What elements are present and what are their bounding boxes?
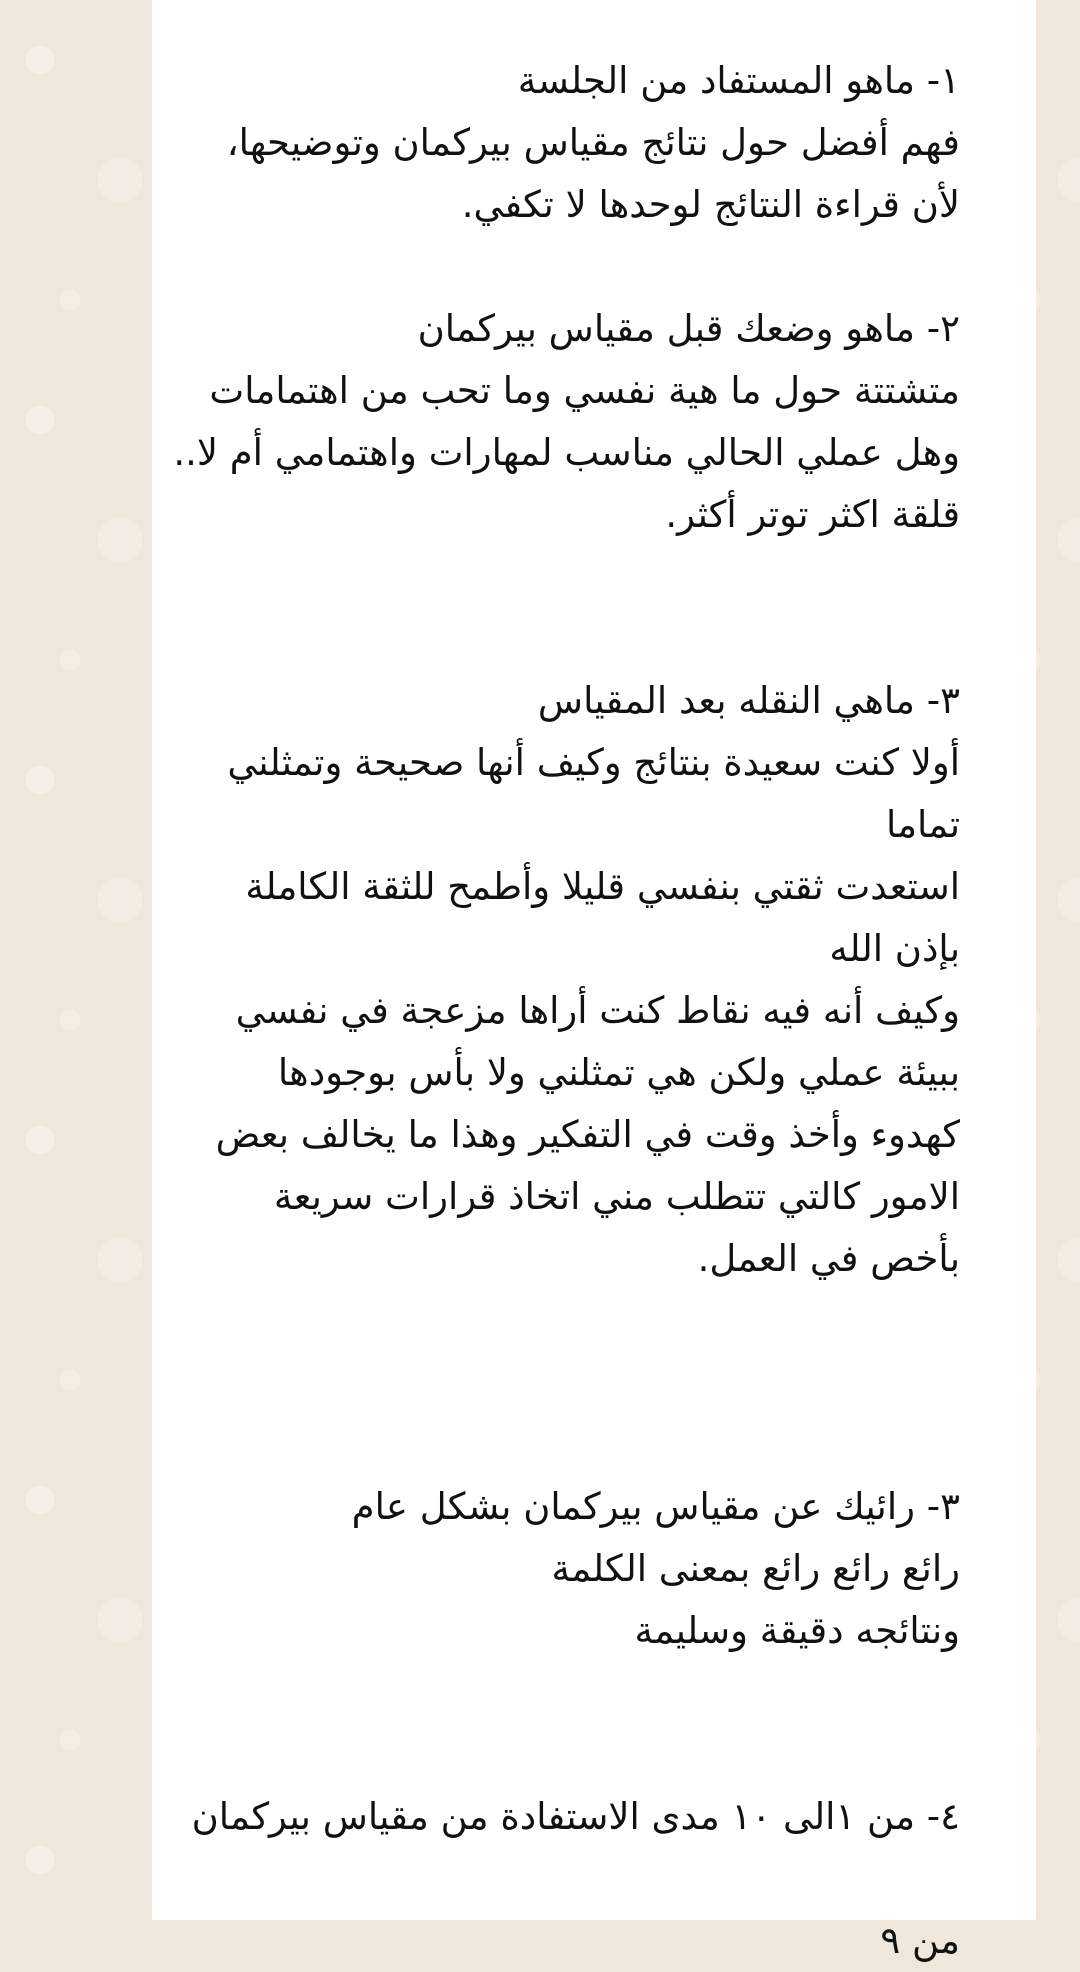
answer-3-line: استعدت ثقتي بنفسي قليلا وأطمح للثقة الكاملة (245, 865, 960, 908)
question-3-title: ٣- ماهي النقله بعد المقياس (537, 679, 960, 722)
message-text (140, 50, 960, 1972)
answer-3-line: وكيف أنه فيه نقاط كنت أراها مزعجة في نفسي (235, 989, 960, 1032)
answer-2-line: متشتتة حول ما هية نفسي وما تحب من اهتمامات (209, 369, 960, 412)
answer-4-line: رائع رائع رائع بمعنى الكلمة (551, 1547, 960, 1590)
answer-3-line: كهدوء وأخذ وقت في التفكير وهذا ما يخالف بعض (215, 1113, 960, 1156)
answer-1-line: لأن قراءة النتائج لوحدها لا تكفي. (461, 183, 960, 226)
answer-2-line: قلقة اكثر توتر أكثر. (665, 493, 960, 536)
answer-3-line: بأخص في العمل. (697, 1237, 960, 1280)
line-gap (140, 546, 960, 670)
question-5-title: ٤- من ١الى ١٠ مدى الاستفادة من مقياس بيركمان (191, 1795, 960, 1838)
answer-1-line: فهم أفضل حول نتائج مقياس بيركمان وتوضيحها، (226, 121, 960, 164)
answer-3-line: ببيئة عملي ولكن هي تمثلني ولا بأس بوجودها (277, 1051, 960, 1094)
answer-2-line: وهل عملي الحالي مناسب لمهارات واهتمامي أم لا.. (173, 431, 960, 474)
message-bubble[interactable] (152, 0, 1036, 1962)
line-gap (140, 1662, 960, 1786)
answer-3-line: بإذن الله (829, 927, 960, 970)
answer-3-line: تماما (885, 803, 960, 846)
line-gap (140, 1848, 960, 1910)
answer-5: من ٩ (880, 1919, 960, 1962)
line-gap (140, 236, 960, 298)
answer-4-line: ونتائجه دقيقة وسليمة (634, 1609, 960, 1652)
question-1-title: ١- ماهو المستفاد من الجلسة (517, 59, 960, 102)
question-2-title: ٢- ماهو وضعك قبل مقياس بيركمان (417, 307, 960, 350)
question-4-title: ٣- رائيك عن مقياس بيركمان بشكل عام (351, 1485, 960, 1528)
line-gap (140, 1290, 960, 1476)
answer-3-line: أولا كنت سعيدة بنتائج وكيف أنها صحيحة وتمثلني (227, 741, 960, 784)
answer-3-line: الامور كالتي تتطلب مني اتخاذ قرارات سريعة (273, 1175, 960, 1218)
